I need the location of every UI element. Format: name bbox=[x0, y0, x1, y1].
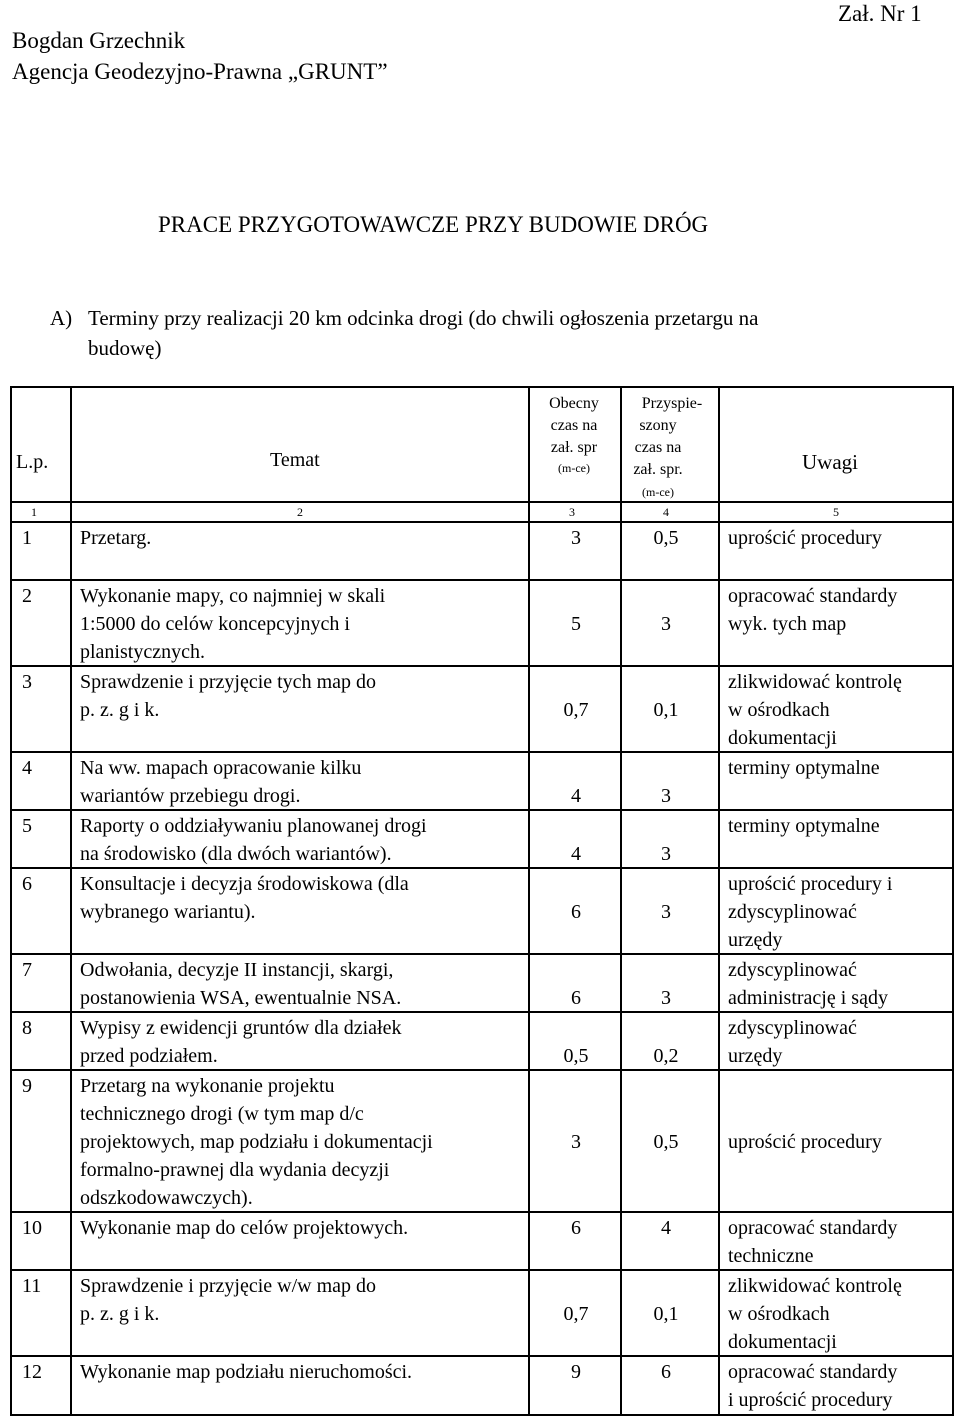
row-3-uwagi-line: w ośrodkach bbox=[728, 699, 830, 721]
column-number-3: 3 bbox=[569, 505, 575, 519]
row-10-obecny: 6 bbox=[571, 1217, 581, 1239]
row-11-uwagi-line: zlikwidować kontrolę bbox=[728, 1275, 902, 1297]
column-divider bbox=[70, 386, 72, 1416]
row-3-uwagi-line: zlikwidować kontrolę bbox=[728, 671, 902, 693]
header-lp: L.p. bbox=[16, 451, 49, 473]
author-name: Bogdan Grzechnik bbox=[12, 28, 186, 53]
row-7-temat-line: Odwołania, decyzje II instancji, skargi, bbox=[80, 959, 394, 981]
header-przysp-line2: szony bbox=[639, 417, 677, 434]
row-9-temat-line: Przetarg na wykonanie projektu bbox=[80, 1075, 335, 1097]
row-12-uwagi-line: i uprościć procedury bbox=[728, 1389, 893, 1411]
row-3-temat-line: p. z. g i k. bbox=[80, 699, 160, 721]
header-obecny-unit: (m-ce) bbox=[558, 461, 590, 475]
column-number-2: 2 bbox=[297, 505, 303, 519]
row-12-lp: 12 bbox=[22, 1361, 42, 1383]
header-obecny-line3: zał. spr bbox=[550, 439, 598, 456]
row-6-uwagi-line: uprościć procedury i bbox=[728, 873, 893, 895]
row-12-przysp: 6 bbox=[661, 1361, 671, 1383]
row-5-uwagi-line: terminy optymalne bbox=[728, 815, 880, 837]
row-10-uwagi-line: opracować standardy bbox=[728, 1217, 898, 1239]
row-10-przysp: 4 bbox=[661, 1217, 671, 1239]
row-12-uwagi-line: opracować standardy bbox=[728, 1361, 898, 1383]
header-przysp-line3: czas na bbox=[634, 439, 682, 456]
row-5-przysp: 3 bbox=[661, 843, 671, 865]
row-9-obecny: 3 bbox=[571, 1131, 581, 1153]
row-11-temat-line: p. z. g i k. bbox=[80, 1303, 160, 1325]
row-7-uwagi-line: zdyscyplinować bbox=[728, 959, 857, 981]
section-heading-line1: Terminy przy realizacji 20 km odcinka drogi (do chwili ogłoszenia przetargu na bbox=[88, 306, 759, 330]
column-number-row-border bbox=[10, 521, 954, 523]
row-10-uwagi-line: techniczne bbox=[728, 1245, 814, 1267]
row-2-uwagi-line: wyk. tych map bbox=[728, 613, 847, 635]
row-9-lp: 9 bbox=[22, 1075, 32, 1097]
row-2-temat-line: 1:5000 do celów koncepcyjnych i bbox=[80, 613, 350, 635]
row-6-lp: 6 bbox=[22, 873, 32, 895]
row-1-przysp: 0,5 bbox=[653, 527, 679, 549]
document-title: PRACE PRZYGOTOWAWCZE PRZY BUDOWIE DRÓG bbox=[158, 212, 709, 237]
row-7-przysp: 3 bbox=[661, 987, 671, 1009]
column-number-1: 1 bbox=[31, 505, 37, 519]
column-divider bbox=[952, 386, 954, 1416]
row-9-uwagi-line: uprościć procedury bbox=[728, 1131, 882, 1153]
row-1-lp: 1 bbox=[22, 527, 32, 549]
column-divider bbox=[10, 386, 12, 1416]
row-10-temat-line: Wykonanie map do celów projektowych. bbox=[80, 1217, 409, 1239]
header-obecny-line2: czas na bbox=[550, 417, 598, 434]
column-number-4: 4 bbox=[663, 505, 669, 519]
row-12-temat-line: Wykonanie map podziału nieruchomości. bbox=[80, 1361, 413, 1383]
row-6-obecny: 6 bbox=[571, 901, 581, 923]
row-10-lp: 10 bbox=[22, 1217, 42, 1239]
row-6-uwagi-line: zdyscyplinować bbox=[728, 901, 857, 923]
row-4-temat-line: Na ww. mapach opracowanie kilku bbox=[80, 757, 362, 779]
row-6-temat-line: wybranego wariantu). bbox=[80, 901, 256, 923]
row-6-temat-line: Konsultacje i decyzja środowiskowa (dla bbox=[80, 873, 409, 895]
row-4-temat-line: wariantów przebiegu drogi. bbox=[80, 785, 301, 807]
header-bottom-border bbox=[10, 501, 954, 503]
row-9-temat-line: projektowych, map podziału i dokumentacji bbox=[80, 1131, 433, 1153]
row-8-przysp: 0,2 bbox=[653, 1045, 679, 1067]
row-4-obecny: 4 bbox=[571, 785, 581, 807]
row-4-lp: 4 bbox=[22, 757, 32, 779]
column-divider bbox=[528, 386, 530, 1416]
row-2-uwagi-line: opracować standardy bbox=[728, 585, 898, 607]
row-7-temat-line: postanowienia WSA, ewentualnie NSA. bbox=[80, 987, 402, 1009]
row-11-obecny: 0,7 bbox=[563, 1303, 589, 1325]
row-9-temat-line: technicznego drogi (w tym map d/c bbox=[80, 1103, 364, 1125]
row-1-temat-line: Przetarg. bbox=[80, 527, 152, 549]
annex-label: Zał. Nr 1 bbox=[838, 1, 922, 26]
column-divider bbox=[718, 386, 720, 1416]
row-4-uwagi-line: terminy optymalne bbox=[728, 757, 880, 779]
row-divider bbox=[10, 953, 954, 955]
row-7-obecny: 6 bbox=[571, 987, 581, 1009]
row-8-obecny: 0,5 bbox=[563, 1045, 589, 1067]
column-number-5: 5 bbox=[833, 505, 839, 519]
row-9-przysp: 0,5 bbox=[653, 1131, 679, 1153]
row-4-przysp: 3 bbox=[661, 785, 671, 807]
row-6-uwagi-line: urzędy bbox=[728, 929, 783, 951]
section-heading-line2: budowę) bbox=[88, 336, 162, 360]
row-3-lp: 3 bbox=[22, 671, 32, 693]
row-3-obecny: 0,7 bbox=[563, 699, 589, 721]
header-temat: Temat bbox=[270, 449, 320, 471]
row-7-lp: 7 bbox=[22, 959, 32, 981]
row-11-uwagi-line: w ośrodkach bbox=[728, 1303, 830, 1325]
row-8-temat-line: przed podziałem. bbox=[80, 1045, 218, 1067]
row-3-uwagi-line: dokumentacji bbox=[728, 727, 837, 749]
row-8-temat-line: Wypisy z ewidencji gruntów dla działek bbox=[80, 1017, 402, 1039]
row-7-uwagi-line: administrację i sądy bbox=[728, 987, 888, 1009]
row-5-temat-line: Raporty o oddziaływaniu planowanej drogi bbox=[80, 815, 427, 837]
header-uwagi: Uwagi bbox=[802, 450, 858, 474]
row-12-obecny: 9 bbox=[571, 1361, 581, 1383]
row-3-temat-line: Sprawdzenie i przyjęcie tych map do bbox=[80, 671, 376, 693]
row-2-obecny: 5 bbox=[571, 613, 581, 635]
table-top-border bbox=[10, 386, 954, 388]
row-2-lp: 2 bbox=[22, 585, 32, 607]
row-divider bbox=[10, 579, 954, 581]
row-11-przysp: 0,1 bbox=[653, 1303, 679, 1325]
row-2-przysp: 3 bbox=[661, 613, 671, 635]
row-6-przysp: 3 bbox=[661, 901, 671, 923]
header-obecny-line1: Obecny bbox=[549, 395, 599, 412]
header-przysp-line4: zał. spr. bbox=[633, 461, 683, 478]
row-8-uwagi-line: zdyscyplinować bbox=[728, 1017, 857, 1039]
agency-name: Agencja Geodezyjno-Prawna „GRUNT” bbox=[12, 59, 388, 84]
header-przysp-unit: (m-ce) bbox=[642, 485, 674, 499]
row-3-przysp: 0,1 bbox=[653, 699, 679, 721]
row-9-temat-line: formalno-prawnej dla wydania decyzji bbox=[80, 1159, 390, 1181]
row-5-temat-line: na środowisko (dla dwóch wariantów). bbox=[80, 843, 392, 865]
column-divider bbox=[620, 386, 622, 1416]
header-przysp-line1: Przyspie- bbox=[641, 395, 703, 412]
row-8-lp: 8 bbox=[22, 1017, 32, 1039]
row-1-obecny: 3 bbox=[571, 527, 581, 549]
row-1-uwagi-line: uprościć procedury bbox=[728, 527, 882, 549]
row-11-lp: 11 bbox=[22, 1275, 42, 1297]
row-2-temat-line: planistycznych. bbox=[80, 641, 205, 663]
row-9-temat-line: odszkodowawczych). bbox=[80, 1187, 253, 1209]
row-8-uwagi-line: urzędy bbox=[728, 1045, 783, 1067]
row-5-obecny: 4 bbox=[571, 843, 581, 865]
section-marker: A) bbox=[50, 306, 73, 330]
row-2-temat-line: Wykonanie mapy, co najmniej w skali bbox=[80, 585, 386, 607]
table-bottom-border bbox=[10, 1414, 954, 1416]
row-11-temat-line: Sprawdzenie i przyjęcie w/w map do bbox=[80, 1275, 377, 1297]
row-5-lp: 5 bbox=[22, 815, 32, 837]
row-11-uwagi-line: dokumentacji bbox=[728, 1331, 837, 1353]
